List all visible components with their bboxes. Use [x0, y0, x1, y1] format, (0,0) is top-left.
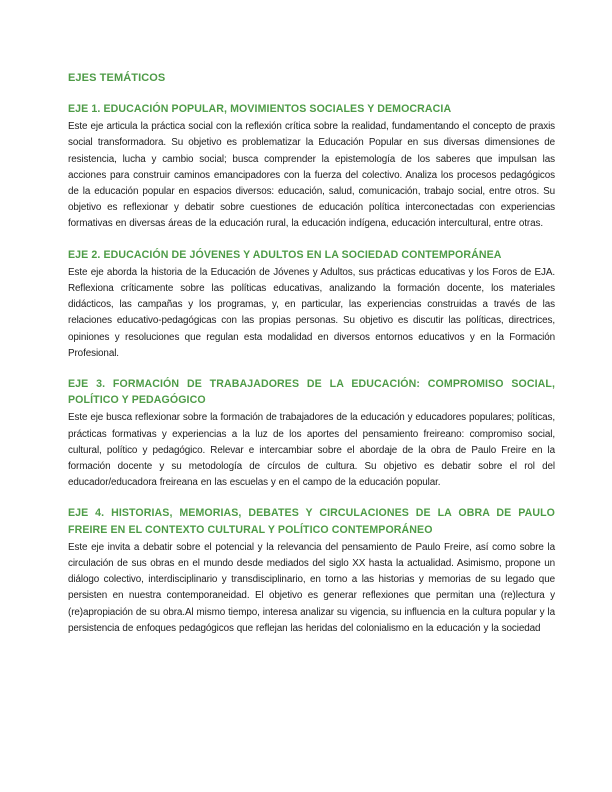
- section-body-eje-4: Este eje invita a debatir sobre el potencial y la relevancia del pensamiento de Paulo Freire, así como sobre la circulación de sus obras en el mundo desde mediados del siglo XX hasta la actualidad. Asimismo, propone un diálogo colectivo, interdisciplinario y transdisciplinario, en torno a las historias y memorias de su legado que persisten en nuestra contemporaneidad. El objetivo es generar reflexiones que permitan una (re)lectura y (re)apropiación de su obra.Al mismo tiempo, interesa analizar su vigencia, su influencia en la cultura popular y la persistencia de enfoques pedagógicos que reflejan las heridas del colonialismo en la educación y la sociedad: [68, 541, 555, 634]
- section-eje-1: [68, 101, 555, 233]
- section-eje-4: [68, 505, 555, 637]
- section-body-eje-2: Este eje aborda la historia de la Educación de Jóvenes y Adultos, sus prácticas educativas y los Foros de EJA. Reflexiona críticamente sobre las políticas educativas, analizando la formación docente, los materiales didácticos, las campañas y los programas, y, en particular, las experiencias construidas a través de las relaciones educativo-pedagógicas con las propias personas. Su objetivo es discutir las políticas, directrices, opiniones y resoluciones que regulan esta modalidad en diversos entornos educativos y en la Formación Profesional.: [68, 266, 555, 359]
- section-eje-3: [68, 376, 555, 491]
- section-heading-eje-3: EJE 3. FORMACIÓN DE TRABAJADORES DE LA EDUCACIÓN: COMPROMISO SOCIAL, POLÍTICO Y PEDAGÓGICO: [68, 378, 555, 407]
- page-title: EJES TEMÁTICOS: [68, 72, 166, 84]
- section-heading-eje-4: EJE 4. HISTORIAS, MEMORIAS, DEBATES Y CIRCULACIONES DE LA OBRA DE PAULO FREIRE EN EL CONTEXTO CULTURAL Y POLÍTICO CONTEMPORÁNEO: [68, 507, 555, 536]
- section-body-eje-3: Este eje busca reflexionar sobre la formación de trabajadores de la educación y educadores populares; políticas, prácticas formativas y experiencias a la luz de los aportes del pensamiento freireano: compromiso social, cultural, político y pedagógico. Relevar e intercambiar sobre el abordaje de la obra de Paulo Freire en la formación docente y su metodología de círculos de cultura. Su objetivo es debatir sobre el rol del educador/educadora freireana en las escuelas y en el campo de la educación popular.: [68, 412, 555, 489]
- section-heading-eje-2: EJE 2. EDUCACIÓN DE JÓVENES Y ADULTOS EN LA SOCIEDAD CONTEMPORÁNEA: [68, 248, 502, 261]
- section-body-eje-1: Este eje articula la práctica social con la reflexión crítica sobre la realidad, fundamentando el concepto de praxis social transformadora. Su objetivo es problematizar la Educación Popular en sus diversas dimensiones de resistencia, lucha y cambio social; busca comprender la epistemología de los saberes que impulsan las acciones para construir caminos emancipadores con la fuerza del colectivo. Analiza los procesos pedagógicos de la educación popular en espacios diversos: educación, salud, comunicación, trabajo social, entre otros. Su objetivo es reflexionar y debatir sobre cuestiones de educación política interconectadas con experiencias formativas en diversas áreas de la educación rural, la educación indígena, educación intercultural, entre otras.: [68, 121, 555, 230]
- section-eje-2: [68, 247, 555, 362]
- section-heading-eje-1: EJE 1. EDUCACIÓN POPULAR, MOVIMIENTOS SOCIALES Y DEMOCRACIA: [68, 103, 452, 115]
